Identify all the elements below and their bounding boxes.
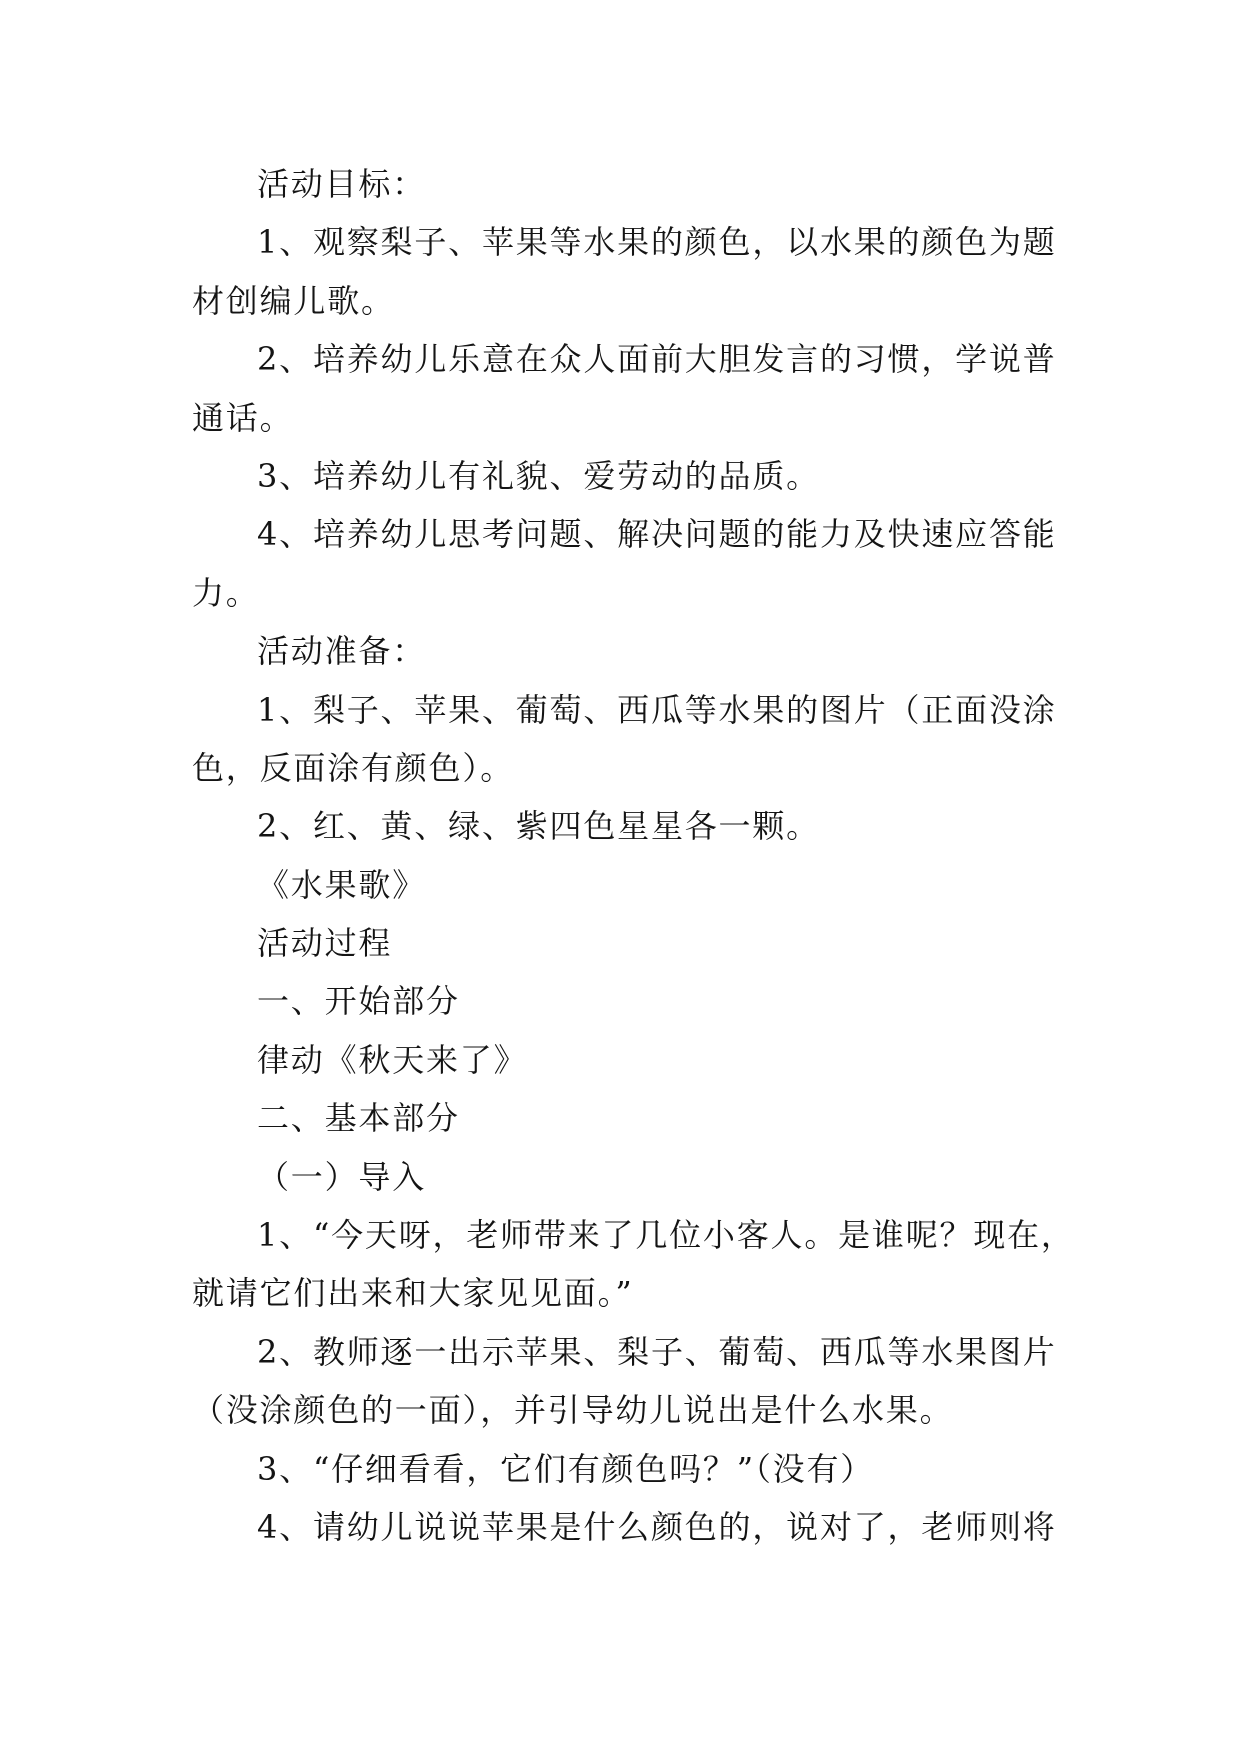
- paragraph-line: （一）导入: [257, 1157, 427, 1196]
- paragraph-line: 二、基本部分: [257, 1099, 460, 1138]
- subsection-heading-introduction: [192, 1148, 1241, 1206]
- paragraph-line: 4、请幼儿说说苹果是什么颜色的，说对了，老师则将: [257, 1507, 1057, 1546]
- subsection-heading-basic: [192, 1089, 1241, 1147]
- paragraph-line: 力。: [192, 573, 260, 612]
- paragraph-line: 2、培养幼儿乐意在众人面前大胆发言的习惯，学说普: [257, 340, 1057, 379]
- paragraph-line: 色，反面涂有颜色）。: [192, 748, 515, 787]
- paragraph-line: 就请它们出来和大家见见面。”: [192, 1274, 634, 1313]
- process-step-3: [192, 1440, 1241, 1498]
- section-heading-objectives: [192, 155, 1241, 213]
- paragraph-line: 4、培养幼儿思考问题、解决问题的能力及快速应答能: [257, 515, 1057, 554]
- song-title: [192, 856, 1241, 914]
- paragraph-line: 1、观察梨子、苹果等水果的颜色，以水果的颜色为题: [257, 223, 1057, 262]
- section-heading-process: [192, 914, 1241, 972]
- paragraph-line: 《水果歌》: [257, 865, 427, 904]
- paragraph-line: 3、培养幼儿有礼貌、爱劳动的品质。: [257, 456, 820, 495]
- paragraph-line: 1、“今天呀，老师带来了几位小客人。是谁呢？现在，: [257, 1216, 1075, 1255]
- paragraph-line: 活动目标：: [257, 165, 427, 203]
- paragraph-line: 一、开始部分: [257, 982, 460, 1021]
- preparation-item-1: [192, 681, 1241, 798]
- paragraph-line: 3、“仔细看看，它们有颜色吗？”（没有）: [257, 1449, 875, 1488]
- preparation-item-2: [192, 797, 1241, 855]
- paragraph-line: 活动过程: [257, 924, 393, 963]
- section-heading-preparation: [192, 622, 1241, 680]
- objective-item-1: [192, 213, 1241, 330]
- opening-rhythm: [192, 1031, 1241, 1089]
- paragraph-line: 律动《秋天来了》: [257, 1040, 528, 1079]
- process-step-2: [192, 1323, 1241, 1440]
- objective-item-2: [192, 330, 1241, 447]
- subsection-heading-opening: [192, 972, 1241, 1030]
- paragraph-line: 1、梨子、苹果、葡萄、西瓜等水果的图片（正面没涂: [257, 690, 1057, 729]
- process-step-1: [192, 1206, 1241, 1323]
- paragraph-line: 2、红、黄、绿、紫四色星星各一颗。: [257, 807, 820, 846]
- paragraph-line: （没涂颜色的一面），并引导幼儿说出是什么水果。: [192, 1391, 954, 1430]
- paragraph-line: 通话。: [192, 398, 294, 437]
- paragraph-line: 材创编儿歌。: [192, 281, 395, 320]
- paragraph-line: 活动准备：: [257, 632, 427, 671]
- objective-item-4: [192, 505, 1241, 622]
- objective-item-3: [192, 447, 1241, 505]
- paragraph-line: 2、教师逐一出示苹果、梨子、葡萄、西瓜等水果图片: [257, 1332, 1057, 1371]
- process-step-4: [192, 1498, 1241, 1556]
